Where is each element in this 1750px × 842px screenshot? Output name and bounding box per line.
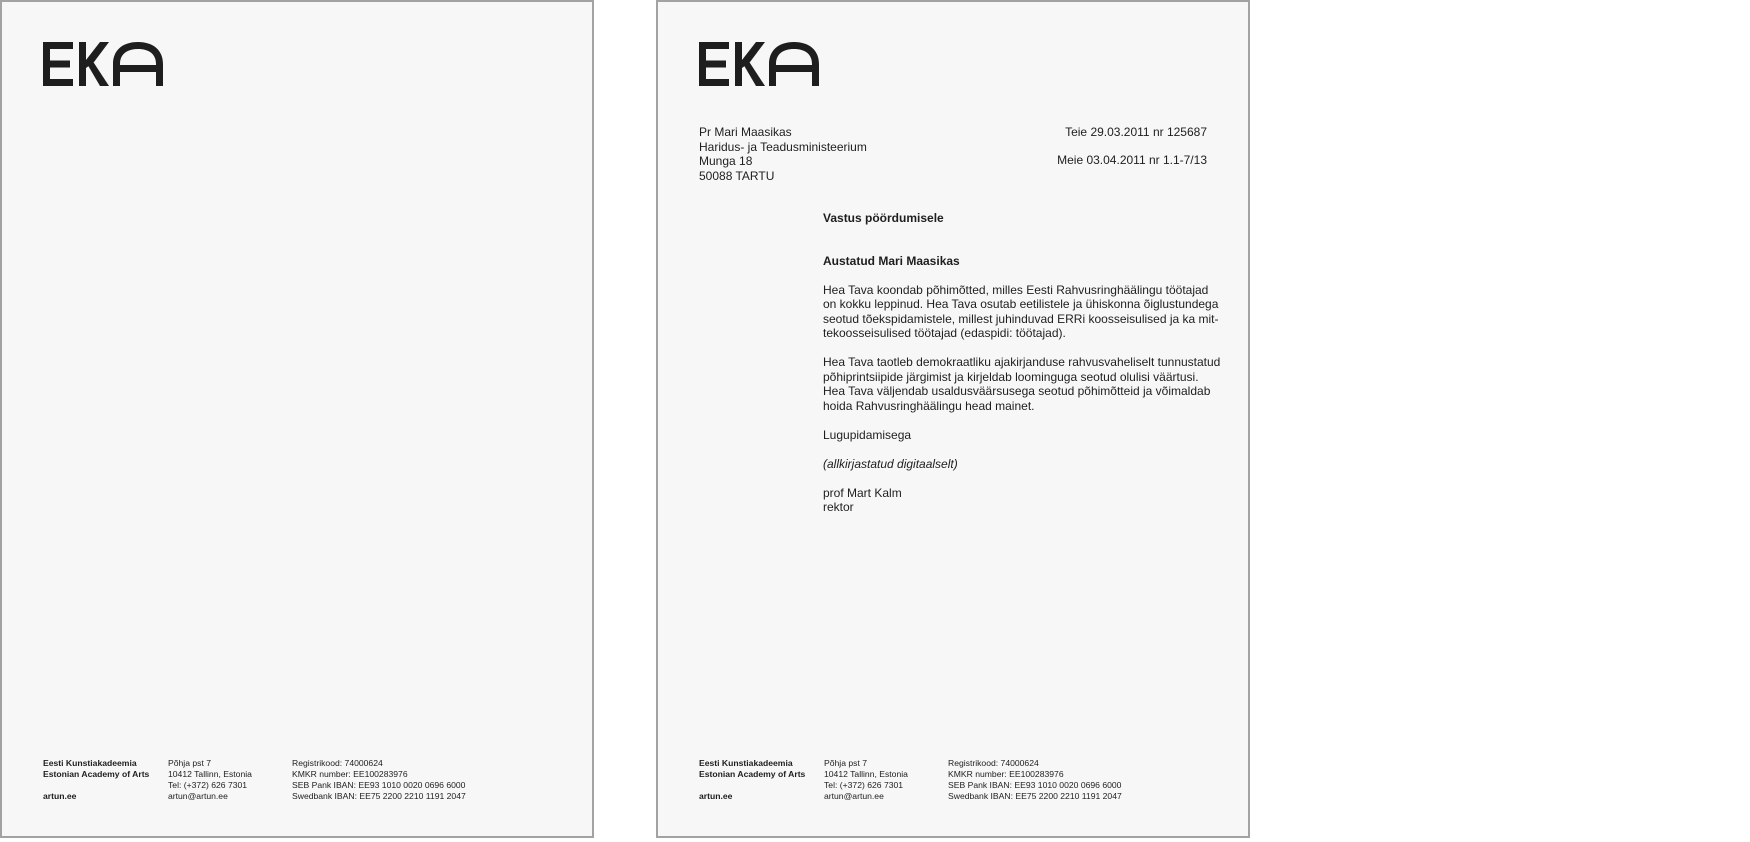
footer-org-column xyxy=(699,758,805,802)
website-link[interactable]: artun.ee xyxy=(699,791,733,801)
email-link[interactable]: artun@artun.ee xyxy=(824,791,884,801)
org-name-en: Estonian Academy of Arts xyxy=(43,769,150,779)
paragraph-line: hoida Rahvusringhäälingu head mainet. xyxy=(823,398,1035,413)
registry-code: Registrikood: 74000624 xyxy=(948,758,1039,768)
email-link[interactable]: artun@artun.ee xyxy=(168,791,228,801)
phone-number: Tel: (+372) 626 7301 xyxy=(824,780,904,790)
paragraph-line: tekoosseisulised töötajad (edaspidi: töötajad). xyxy=(823,326,1066,340)
seb-iban: SEB Pank IBAN: EE93 1010 0020 0696 6000 xyxy=(948,780,1122,790)
swedbank-iban: Swedbank IBAN: EE75 2200 2210 1191 2047 xyxy=(948,791,1122,801)
street-address: Põhja pst 7 xyxy=(168,758,211,768)
registry-code: Registrikood: 74000624 xyxy=(292,758,383,768)
recipient-line: 50088 TARTU xyxy=(699,168,775,183)
letter-subject: Vastus pöördumisele xyxy=(823,211,944,225)
org-name-en: Estonian Academy of Arts xyxy=(699,769,806,779)
reference-yours: Teie 29.03.2011 nr 125687 xyxy=(1065,125,1207,139)
letter-body xyxy=(823,211,1223,515)
footer-contact-column xyxy=(168,758,252,802)
phone-number: Tel: (+372) 626 7301 xyxy=(168,780,248,790)
seb-iban: SEB Pank IBAN: EE93 1010 0020 0696 6000 xyxy=(292,780,466,790)
swedbank-iban: Swedbank IBAN: EE75 2200 2210 1191 2047 xyxy=(292,791,466,801)
paragraph-line: Hea Tava taotleb demokraatliku ajakirjanduse rahvusvaheliselt tunnustatud xyxy=(823,355,1221,369)
paragraph-line: põhiprintsiipide järgimist ja kirjeldab loominguga seotud olulisi väärtusi. xyxy=(823,369,1199,384)
eka-logo xyxy=(699,42,819,86)
footer-registry-column xyxy=(292,758,466,802)
org-name-et: Eesti Kunstiakadeemia xyxy=(699,758,793,768)
letter-page xyxy=(656,0,1250,838)
city-address: 10412 Tallinn, Estonia xyxy=(824,769,908,779)
recipient-line: Pr Mari Maasikas xyxy=(699,125,792,139)
paragraph-line: Hea Tava väljendab usaldusväärsusega seotud põhimõtteid ja võimaldab xyxy=(823,384,1211,398)
vat-number: KMKR number: EE100283976 xyxy=(948,769,1064,779)
vat-number: KMKR number: EE100283976 xyxy=(292,769,408,779)
signatory-name: prof Mart Kalm xyxy=(823,485,902,500)
signature-note: (allkirjastatud digitaalselt) xyxy=(823,456,958,471)
paragraph-2 xyxy=(823,355,1223,413)
eka-logo-mark xyxy=(699,42,819,86)
street-address: Põhja pst 7 xyxy=(824,758,867,768)
footer-contact-column xyxy=(824,758,908,802)
reference-ours: Meie 03.04.2011 nr 1.1-7/13 xyxy=(1057,153,1207,167)
footer-registry-column xyxy=(948,758,1122,802)
paragraph-1 xyxy=(823,283,1223,341)
letter-salutation: Austatud Mari Maasikas xyxy=(823,253,960,268)
website-link[interactable]: artun.ee xyxy=(43,791,77,801)
paragraph-line: seotud tõekspidamistele, millest juhinduvad ERRi koosseisulised ja ka mit- xyxy=(823,311,1219,326)
closing: Lugupidamisega xyxy=(823,427,912,442)
footer-org-column xyxy=(43,758,149,802)
recipient-line: Munga 18 xyxy=(699,154,753,168)
eka-logo xyxy=(43,42,163,86)
org-name-et: Eesti Kunstiakadeemia xyxy=(43,758,137,768)
recipient-address xyxy=(699,125,867,183)
recipient-line: Haridus- ja Teadusministeerium xyxy=(699,139,867,154)
paragraph-line: Hea Tava koondab põhimõtted, milles Eesti Rahvusringhäälingu töötajad xyxy=(823,282,1209,297)
city-address: 10412 Tallinn, Estonia xyxy=(168,769,252,779)
letterhead-blank-page xyxy=(0,0,594,838)
paragraph-line: on kokku leppinud. Hea Tava osutab eetilistele ja ühiskonna õiglustundega xyxy=(823,297,1219,311)
signatory-title: rektor xyxy=(823,500,854,514)
eka-logo-mark xyxy=(43,42,163,86)
